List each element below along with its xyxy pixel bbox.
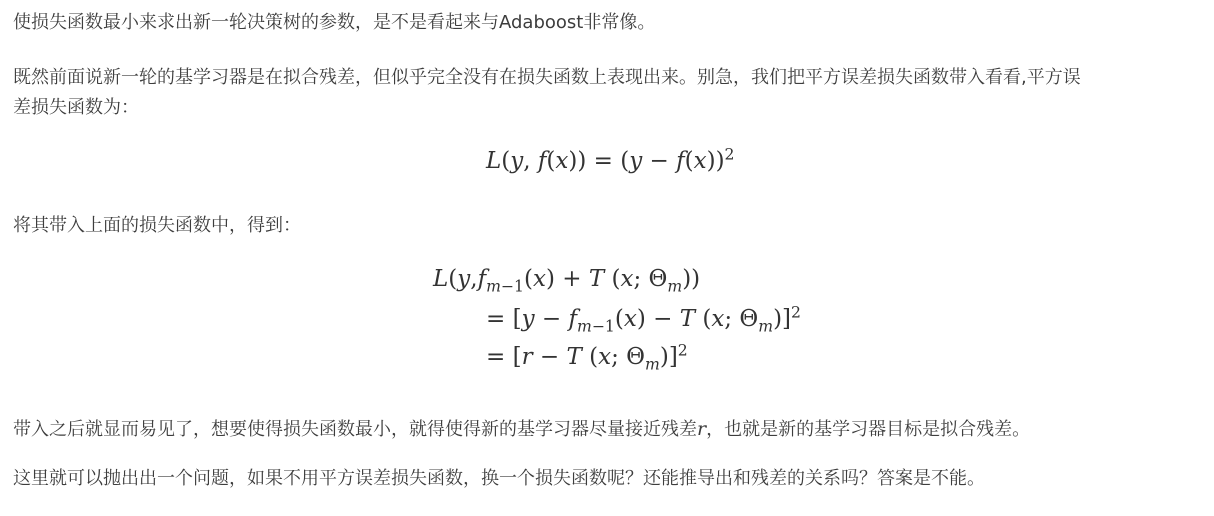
paragraph-substitute: 将其带入上面的损失函数中，得到： — [13, 215, 301, 236]
equation-squared-loss: L(y, $f(x)) = (y - f(x))^2$ — [486, 144, 735, 174]
equation-loss-line1: $L(y,f_{m-1}(x) + T$ (x; $\Theta_m$)) — [433, 266, 701, 296]
paragraph-residual-line2: 差损失函数为： — [13, 97, 139, 118]
paragraph-intro: 使损失函数最小来求出新一轮决策树的参数，是不是看起来与Adaboost非常像。 — [13, 12, 656, 33]
equation-loss-line3: = [r − T (x; $\Theta_m)]^2$ — [486, 340, 688, 374]
paragraph-residual-line1: 既然前面说新一轮的基学习器是在拟合残差，但似乎完全没有在损失函数上表现出来。别急，我们把平方误差损失函数带入看看,平方误 — [13, 67, 1081, 88]
paragraph-question: 这里就可以抛出出一个问题，如果不用平方误差损失函数，换一个损失函数呢？还能推导出和残差的关系吗？答案是不能。 — [13, 468, 985, 489]
residual-variable: r — [697, 418, 707, 440]
paragraph-conclusion — [13, 414, 1203, 445]
equation-loss-line2: = [$y - f_{m-1}(x) - T$ (x; $\Theta_m)]^2$ — [486, 302, 801, 336]
paragraph-conclusion-before: 带入之后就显而易见了，想要使得损失函数最小，就得使得新的基学习器尽量接近残差 — [13, 419, 697, 440]
paragraph-conclusion-after: ，也就是新的基学习器目标是拟合残差。 — [706, 419, 1031, 440]
